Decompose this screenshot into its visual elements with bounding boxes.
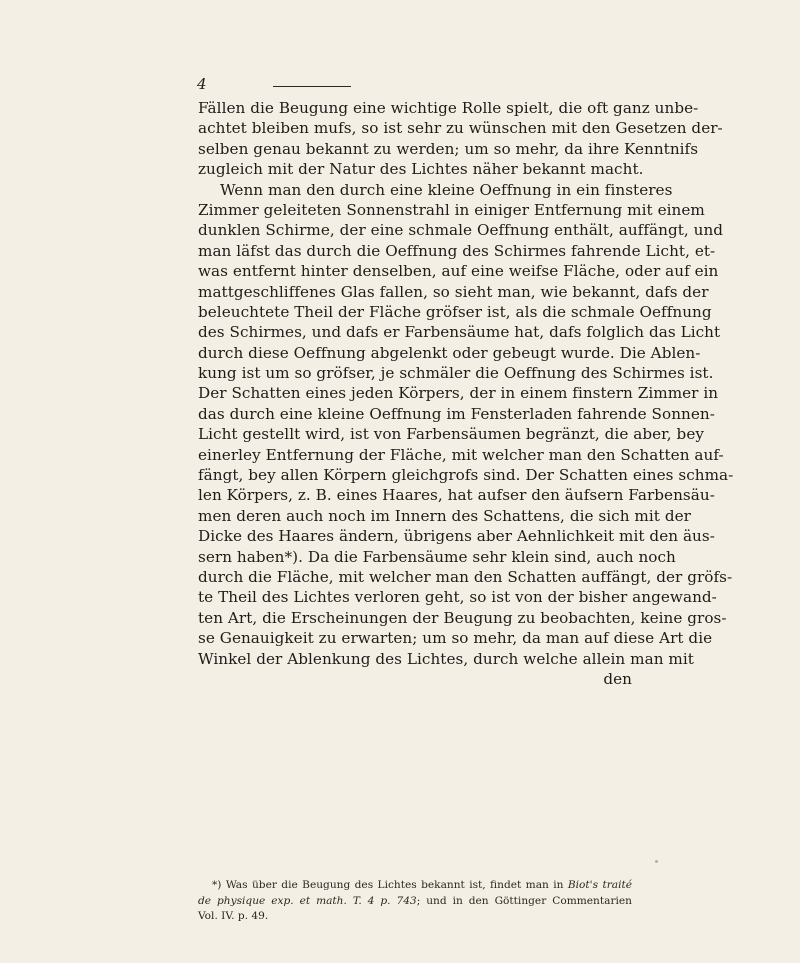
text-line: Dicke des Haares ändern, übrigens aber Aehnlichkeit mit den äus- [198, 527, 715, 546]
text-line: des Schirmes, und dafs er Farbensäume hat, dafs folglich das Licht [198, 323, 721, 342]
text-line: achtet bleiben mufs, so ist sehr zu wünschen mit den Gesetzen der- [198, 119, 723, 138]
body-text [198, 98, 734, 689]
text-line: was entfernt hinter denselben, auf eine weifse Fläche, oder auf ein [198, 262, 719, 281]
text-line: durch diese Oeffnung abgelenkt oder gebeugt wurde. Die Ablen- [198, 343, 701, 362]
text-line: Wenn man den durch eine kleine Oeffnung in ein finsteres [220, 180, 673, 199]
text-line: se Genauigkeit zu erwarten; um so mehr, da man auf diese Art die [198, 629, 713, 648]
footnote-text: *) Was über die Beugung des Lichtes bekannt ist, findet man in [212, 879, 568, 891]
text-line: Fällen die Beugung eine wichtige Rolle spielt, die oft ganz unbe- [198, 99, 699, 117]
text-line: einerley Entfernung der Fläche, mit welcher man den Schatten auf- [198, 445, 724, 464]
page-number: 4 [197, 75, 207, 93]
text-line: fängt, bey allen Körpern gleichgrofs sind. Der Schatten eines schma- [198, 466, 734, 485]
text-line: Licht gestellt wird, ist von Farbensäumen begränzt, die aber, bey [198, 425, 704, 444]
text-line: zugleich mit der Natur des Lichtes näher bekannt macht. [198, 160, 644, 179]
text-line: te Theil des Lichtes verloren geht, so ist von der bisher angewand- [198, 588, 717, 607]
footnote-line [198, 894, 632, 910]
text-line: ten Art, die Erscheinungen der Beugung zu beobachten, keine gros- [198, 608, 727, 627]
catchword: den [603, 669, 632, 688]
footnote-text: ; und in den Göttinger Commentarien [416, 894, 632, 907]
text-line: man läfst das durch die Oeffnung des Schirmes fahrende Licht, et- [198, 241, 716, 260]
footnote-line [198, 878, 632, 894]
text-line: das durch eine kleine Oeffnung im Fensterladen fahrende Sonnen- [198, 404, 715, 423]
footnote [198, 878, 632, 925]
text-line: mattgeschliffenes Glas fallen, so sieht man, wie bekannt, dafs der [198, 282, 709, 301]
text-line: durch die Fläche, mit welcher man den Schatten auffängt, der gröfs- [198, 567, 733, 586]
paper-spot [655, 860, 658, 863]
text-line: men deren auch noch im Innern des Schattens, die sich mit der [198, 506, 691, 525]
footnote-citation: Biot's traité [567, 879, 632, 891]
text-line: selben genau bekannt zu werden; um so mehr, da ihre Kenntnifs [198, 139, 699, 158]
text-line: Zimmer geleiteten Sonnenstrahl in einiger Entfernung mit einem [198, 200, 705, 219]
page-header [197, 74, 517, 98]
text-line: kung ist um so gröfser, je schmäler die Oeffnung des Schirmes ist. [198, 364, 714, 383]
footnote-citation: de physique exp. et math. T. 4 p. 743 [198, 894, 417, 907]
header-rule [273, 86, 351, 87]
text-line: sern haben*). Da die Farbensäume sehr klein sind, auch noch [198, 547, 676, 566]
footnote-line: Vol. IV. p. 49. [198, 910, 269, 923]
text-line: Der Schatten eines jeden Körpers, der in einem finstern Zimmer in [198, 384, 719, 403]
text-line: dunklen Schirme, der eine schmale Oeffnung enthält, auffängt, und [198, 221, 724, 240]
text-line: Winkel der Ablenkung des Lichtes, durch welche allein man mit [198, 649, 694, 668]
text-line: len Körpers, z. B. eines Haares, hat aufser den äufsern Farbensäu- [198, 486, 715, 505]
text-line: beleuchtete Theil der Fläche gröfser ist, als die schmale Oeffnung [198, 302, 712, 321]
